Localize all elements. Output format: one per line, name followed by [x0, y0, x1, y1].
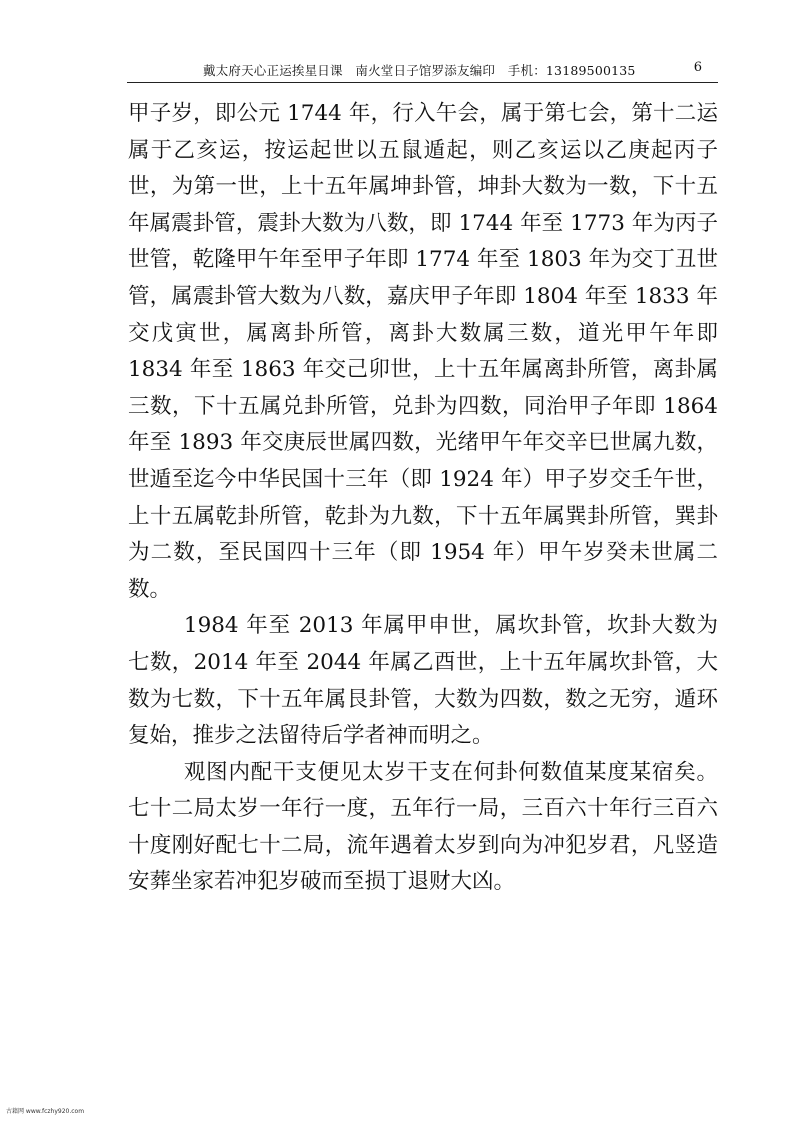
- paragraph-1: 甲子岁，即公元 1744 年，行入午会，属于第七会，第十二运属于乙亥运，按运起世以五鼠遁起，则乙亥运以乙庚起丙子世，为第一世，上十五年属坤卦管，坤卦大数为一数，下十五年属震卦管，震卦大数为八数，即 1744 年至 1773 年为丙子世管，乾隆甲午年至甲子年即 1774 年至 1803 年为交丁丑世管，属震卦管大数为八数，嘉庆甲子年即 1804 年至 1833 年交戊寅世，属离卦所管，离卦大数属三数，道光甲午年即 1834 年至 1863 年交己卯世，上十五年属离卦所管，离卦属三数，下十五属兑卦所管，兑卦为四数，同治甲子年即 1864 年至 1893 年交庚辰世属四数，光绪甲午年交辛巳世属九数，世遁至迄今中华民国十三年（即 1924 年）甲子岁交壬午世，上十五属乾卦所管，乾卦为九数，下十五年属巽卦所管，巽卦为二数，至民国四十三年（即 1954 年）甲午岁癸未世属二数。: [128, 101, 718, 602]
- paragraph-2: 1984 年至 2013 年属甲申世，属坎卦管，坎卦大数为七数，2014 年至 2044 年属乙酉世，上十五年属坎卦管，大数为七数，下十五年属艮卦管，大数为四数，数之无穷，遁环复始，推步之法留待后学者神而明之。: [128, 613, 718, 749]
- document-body: [128, 96, 718, 901]
- page-header: [127, 58, 718, 83]
- paragraph-3: 观图内配干支便见太岁干支在何卦何数值某度某宿矣。七十二局太岁一年行一度，五年行一局，三百六十年行三百六十度刚好配七十二局，流年遇着太岁到向为冲犯岁君，凡竖造安葬坐家若冲犯岁破而至损丁退财大凶。: [128, 759, 718, 895]
- page-number: 6: [693, 60, 702, 75]
- header-title: 戴太府天心正运挨星日课 南火堂日子馆罗添友编印 手机：13189500135: [203, 63, 636, 78]
- footer-watermark: 古籍网 www.fczhy920.com: [6, 1108, 85, 1115]
